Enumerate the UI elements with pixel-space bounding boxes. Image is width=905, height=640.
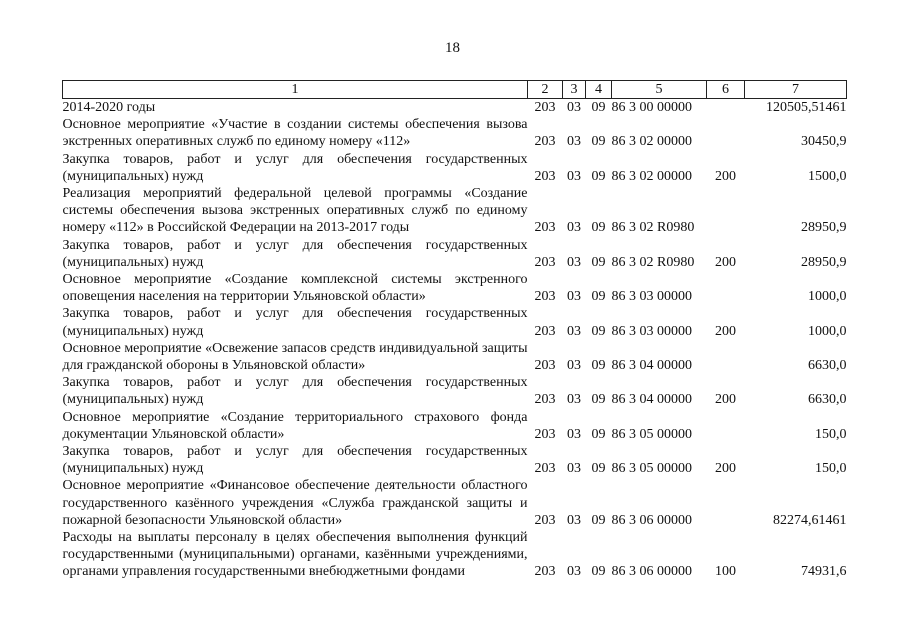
table-row <box>63 185 847 237</box>
row-section: 03 <box>567 564 581 580</box>
row-expense-type <box>707 116 745 150</box>
row-expense-type <box>707 271 745 305</box>
row-target-article: 86 3 02 R0980 <box>611 254 695 270</box>
row-name: Основное мероприятие «Создание территориального страхового фонда документации Ульяновской области» <box>62 409 528 442</box>
row-subsection: 09 <box>591 564 606 580</box>
row-name: 2014-2020 годы <box>62 100 156 115</box>
row-chapter: 203 <box>534 134 556 150</box>
row-name: Расходы на выплаты персоналу в целях обеспечения выполнения функций государственными (муниципальными) органами, казёнными учреждениями, органами управления государственными внебюджетными фондами <box>62 530 528 580</box>
row-subsection: 09 <box>591 392 606 408</box>
row-expense-type: 200 <box>715 461 736 477</box>
row-chapter: 203 <box>534 461 556 477</box>
row-section: 03 <box>567 100 581 115</box>
row-name: Основное мероприятие «Участие в создании системы обеспечения вызова экстренных оперативных служб по единому номеру «112» <box>62 117 528 150</box>
row-section: 03 <box>567 254 581 270</box>
row-subsection: 09 <box>591 100 606 115</box>
row-section: 03 <box>567 461 581 477</box>
row-subsection: 09 <box>591 512 606 528</box>
row-expense-type: 200 <box>715 168 736 184</box>
row-chapter: 203 <box>534 512 556 528</box>
row-amount: 74931,6 <box>801 564 847 580</box>
row-target-article: 86 3 02 00000 <box>611 168 692 184</box>
row-name: Закупка товаров, работ и услуг для обеспечения государственных (муниципальных) нужд <box>62 237 528 270</box>
row-chapter: 203 <box>534 323 556 339</box>
table-row <box>63 271 847 305</box>
row-section: 03 <box>567 358 581 374</box>
row-amount: 1000,0 <box>808 289 847 305</box>
header-col-4: 4 <box>586 81 612 99</box>
row-subsection: 09 <box>591 220 606 236</box>
row-expense-type: 200 <box>715 392 736 408</box>
row-chapter: 203 <box>534 220 556 236</box>
row-amount: 150,0 <box>815 461 847 477</box>
row-name: Основное мероприятие «Финансовое обеспечение деятельности областного государственного казённого учреждения «Служба гражданской защиты и пожарной безопасности Ульяновской области» <box>62 478 528 528</box>
row-amount: 150,0 <box>815 426 847 442</box>
row-name: Основное мероприятие «Создание комплексной системы экстренного оповещения населения на территории Ульяновской области» <box>62 272 528 305</box>
row-chapter: 203 <box>534 358 556 374</box>
row-target-article: 86 3 04 00000 <box>611 392 692 408</box>
header-col-2: 2 <box>528 81 563 99</box>
header-col-7: 7 <box>745 81 847 99</box>
table-row <box>63 409 847 443</box>
row-subsection: 09 <box>591 289 606 305</box>
row-name: Реализация мероприятий федеральной целевой программы «Создание системы обеспечения вызова экстренных оперативных служб по единому номеру «112» в Российской Федерации на 2013-2017 годы <box>62 186 528 236</box>
row-target-article: 86 3 03 00000 <box>611 323 692 339</box>
table-row <box>63 151 847 185</box>
row-expense-type <box>707 99 745 117</box>
row-expense-type: 200 <box>715 323 736 339</box>
row-chapter: 203 <box>534 100 556 115</box>
row-target-article: 86 3 03 00000 <box>611 289 692 305</box>
row-expense-type: 100 <box>715 564 736 580</box>
row-section: 03 <box>567 512 581 528</box>
row-target-article: 86 3 06 00000 <box>611 564 692 580</box>
row-chapter: 203 <box>534 564 556 580</box>
row-expense-type <box>707 409 745 443</box>
table-row <box>63 374 847 408</box>
row-section: 03 <box>567 289 581 305</box>
row-chapter: 203 <box>534 392 556 408</box>
table-row <box>63 305 847 339</box>
header-col-6: 6 <box>707 81 745 99</box>
row-name: Закупка товаров, работ и услуг для обеспечения государственных (муниципальных) нужд <box>62 375 528 408</box>
row-amount: 28950,9 <box>801 254 847 270</box>
row-chapter: 203 <box>534 168 556 184</box>
table-row <box>63 443 847 477</box>
row-name: Закупка товаров, работ и услуг для обеспечения государственных (муниципальных) нужд <box>62 444 528 477</box>
budget-table <box>62 80 847 581</box>
row-subsection: 09 <box>591 168 606 184</box>
row-amount: 120505,51461 <box>766 100 847 115</box>
row-name: Закупка товаров, работ и услуг для обеспечения государственных (муниципальных) нужд <box>62 306 528 339</box>
table-row <box>63 116 847 150</box>
row-target-article: 86 3 05 00000 <box>611 461 692 477</box>
row-target-article: 86 3 04 00000 <box>611 358 692 374</box>
row-chapter: 203 <box>534 254 556 270</box>
row-subsection: 09 <box>591 461 606 477</box>
row-subsection: 09 <box>591 134 606 150</box>
row-section: 03 <box>567 134 581 150</box>
table-row <box>63 99 847 117</box>
row-target-article: 86 3 06 00000 <box>611 512 692 528</box>
row-amount: 6630,0 <box>808 358 847 374</box>
header-col-1: 1 <box>63 81 528 99</box>
header-col-3: 3 <box>563 81 586 99</box>
row-subsection: 09 <box>591 254 606 270</box>
row-amount: 1000,0 <box>808 323 847 339</box>
row-expense-type <box>707 477 745 529</box>
row-subsection: 09 <box>591 426 606 442</box>
row-amount: 28950,9 <box>801 220 847 236</box>
row-target-article: 86 3 02 R0980 <box>611 220 695 236</box>
header-row <box>63 81 847 99</box>
row-target-article: 86 3 00 00000 <box>611 100 692 115</box>
row-target-article: 86 3 05 00000 <box>611 426 692 442</box>
row-name: Закупка товаров, работ и услуг для обеспечения государственных (муниципальных) нужд <box>62 151 528 184</box>
row-section: 03 <box>567 392 581 408</box>
row-expense-type: 200 <box>715 254 736 270</box>
row-amount: 1500,0 <box>808 168 847 184</box>
row-subsection: 09 <box>591 323 606 339</box>
header-col-5: 5 <box>612 81 707 99</box>
row-section: 03 <box>567 323 581 339</box>
row-amount: 6630,0 <box>808 392 847 408</box>
row-section: 03 <box>567 426 581 442</box>
row-expense-type <box>707 185 745 237</box>
table-row <box>63 529 847 581</box>
row-section: 03 <box>567 220 581 236</box>
row-section: 03 <box>567 168 581 184</box>
row-expense-type <box>707 340 745 374</box>
table-row <box>63 237 847 271</box>
row-name: Основное мероприятие «Освежение запасов средств индивидуальной защиты для гражданской обороны в Ульяновской области» <box>62 340 528 374</box>
table-row <box>63 477 847 529</box>
row-subsection: 09 <box>591 358 606 374</box>
row-chapter: 203 <box>534 289 556 305</box>
table-row <box>63 340 847 374</box>
row-target-article: 86 3 02 00000 <box>611 134 692 150</box>
row-amount: 30450,9 <box>801 134 847 150</box>
row-amount: 82274,61461 <box>773 512 847 528</box>
row-chapter: 203 <box>534 426 556 442</box>
page-number: 18 <box>445 40 460 56</box>
